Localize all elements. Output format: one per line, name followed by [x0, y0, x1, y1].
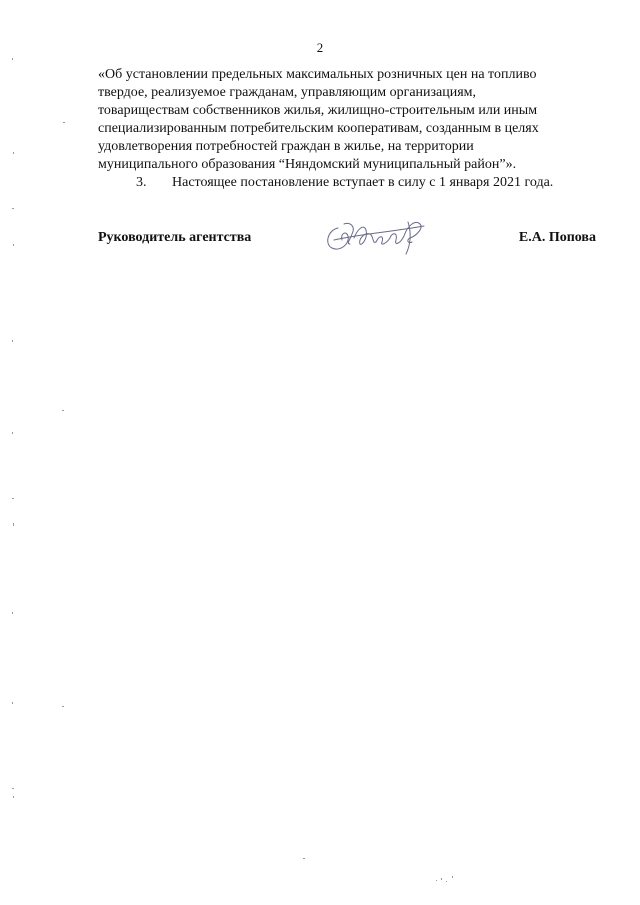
paragraph-line-6: муниципального образования “Няндомский муниципальный район”». [98, 157, 517, 172]
signer-title: Руководитель агентства [98, 230, 252, 245]
paragraph-line-2: твердое, реализуемое гражданам, управляющим организациям, [98, 85, 477, 100]
document-body [98, 66, 596, 192]
signer-name: Е.А. Попова [518, 230, 596, 245]
paragraph-line-4: специализированным потребительским кооперативам, созданным в целях [98, 121, 539, 136]
paragraph-line-5: удовлетворения потребностей граждан в жилье, на территории [98, 139, 474, 154]
paragraph-line-1: «Об установлении предельных максимальных розничных цен на топливо [98, 67, 537, 82]
list-item-number: 3. [136, 175, 147, 190]
handwritten-signature [320, 214, 430, 256]
signature-block [98, 226, 596, 266]
list-item-text: Настоящее постановление вступает в силу с 1 января 2021 года. [172, 175, 554, 190]
paragraph-line-3: товариществам собственников жилья, жилищно-строительным или иным [98, 103, 538, 118]
list-item-3 [98, 174, 596, 192]
page-number: 2 [316, 40, 324, 55]
